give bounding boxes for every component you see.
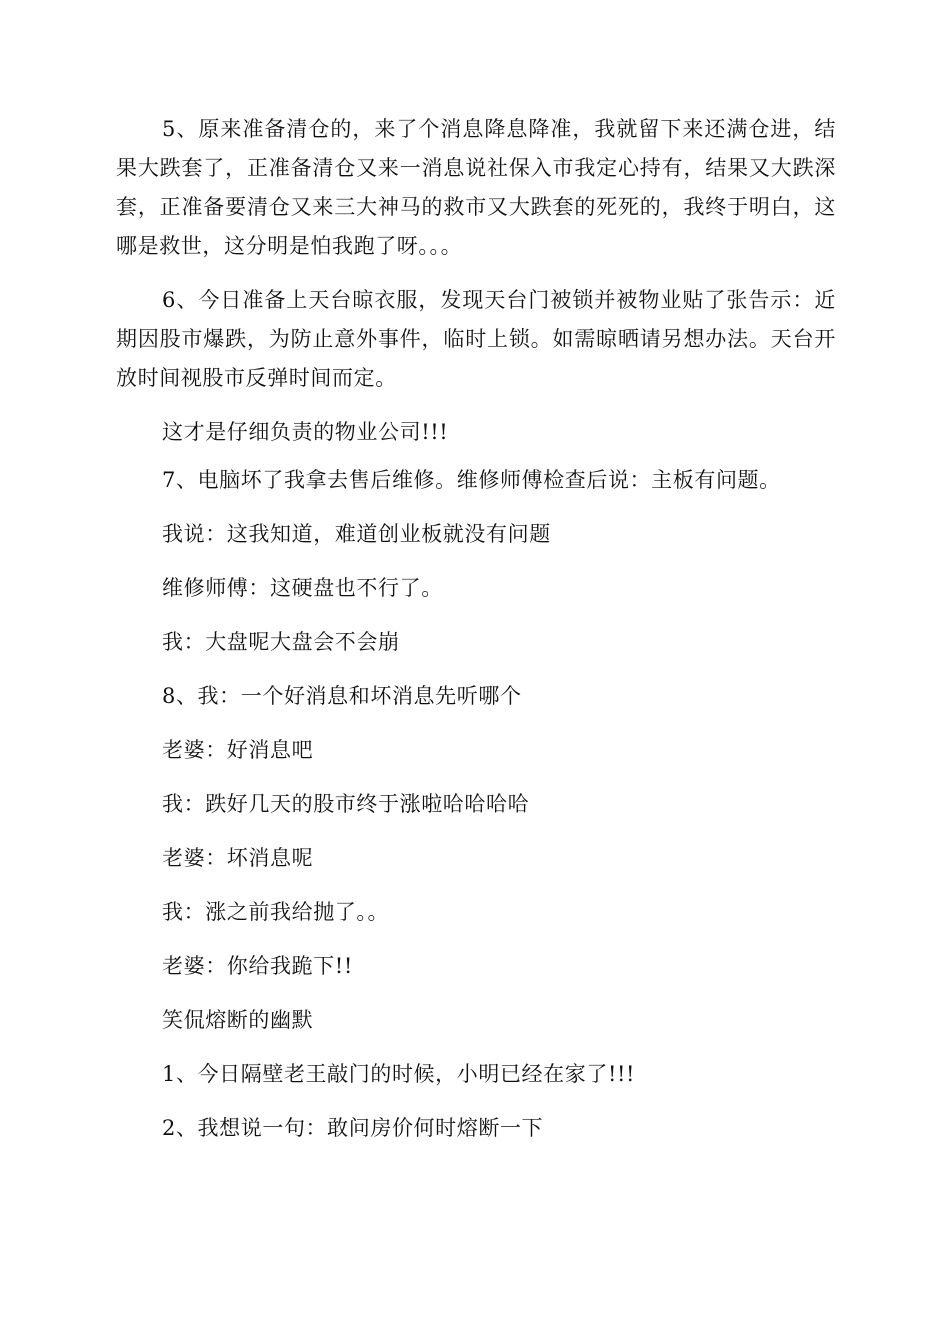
- paragraph-joke-8-line-1: 老婆：好消息吧: [162, 738, 314, 762]
- paragraph-joke-8-line-3: 老婆：坏消息呢: [162, 846, 314, 870]
- paragraph-joke-8-line-5: 老婆：你给我跪下!!: [162, 954, 353, 978]
- paragraph-joke-6-followup: 这才是仔细负责的物业公司!!!: [162, 420, 449, 444]
- paragraph-joke-5: 5、原来准备清仓的，来了个消息降息降准，我就留下来还满仓进，结果大跌套了，正准备清仓又来一消息说社保入市我定心持有，结果又大跌深套，正准备要清仓又来三大神马的救市又大跌套的死死的，我终于明白，这哪是救世，这分明是怕我跑了呀。。。: [116, 117, 836, 258]
- paragraph-joke-7: 7、电脑坏了我拿去售后维修。维修师傅检查后说：主板有问题。: [162, 468, 781, 492]
- paragraph-section-joke-2: 2、我想说一句：敢问房价何时熔断一下: [162, 1116, 544, 1140]
- paragraph-joke-8: 8、我：一个好消息和坏消息先听哪个: [162, 684, 522, 708]
- paragraph-joke-7-line-1: 我说：这我知道，难道创业板就没有问题: [162, 522, 551, 546]
- paragraph-joke-6: 6、今日准备上天台晾衣服，发现天台门被锁并被物业贴了张告示：近期因股市爆跌，为防止意外事件，临时上锁。如需晾晒请另想办法。天台开放时间视股市反弹时间而定。: [116, 288, 836, 390]
- document-body: [116, 110, 836, 1148]
- paragraph-joke-7-line-2: 维修师傅：这硬盘也不行了。: [162, 576, 443, 600]
- section-heading: 笑侃熔断的幽默: [162, 1008, 314, 1032]
- paragraph-joke-7-line-3: 我：大盘呢大盘会不会崩: [162, 630, 400, 654]
- paragraph-joke-8-line-2: 我：跌好几天的股市终于涨啦哈哈哈哈: [162, 792, 530, 816]
- paragraph-joke-8-line-4: 我：涨之前我给抛了。。: [162, 900, 390, 924]
- paragraph-section-joke-1: 1、今日隔壁老王敲门的时候，小明已经在家了!!!: [162, 1062, 636, 1086]
